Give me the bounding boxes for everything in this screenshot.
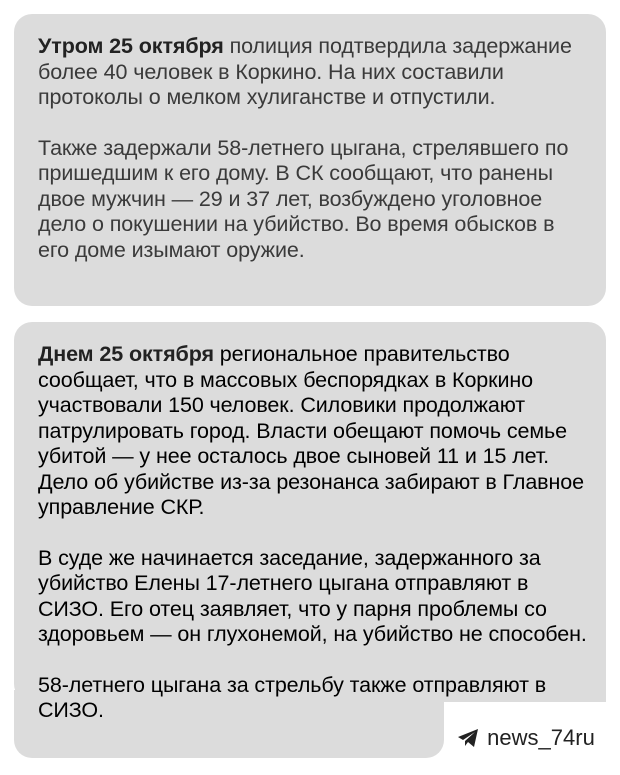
paragraph-shooter-sizo: 58-летнего цыгана за стрельбу также отправляют в СИЗО. [38, 672, 547, 722]
channel-badge[interactable] [446, 712, 606, 764]
paragraph-shooter: Также задержали 58-летнего цыгана, стрелявшего по пришедшим к его дому. В СК сообщают, что ранены двое мужчин — 29 и 37 лет, возбуждено уголовное дело о покушении на убийство. Во время обысков в его доме изымают оружие. [38, 135, 569, 262]
paragraph-morning-arrests [38, 34, 586, 111]
channel-name: news_74ru [487, 725, 595, 750]
paragraph-text: региональное правительство сообщает, что в массовых беспорядках в Коркино участвовали 150 человек. Силовики продолжают патрулировать город. Власти обещают помочь семье убитой — у нее осталось двое сыновей 11 и 15 лет. Дело об убийстве из-за резонанса забирают в Главное управление СКР. [38, 342, 584, 519]
telegram-icon [457, 728, 479, 748]
time-heading-morning: Утром 25 октября [38, 34, 224, 58]
news-card-morning [14, 14, 606, 306]
paragraph-text: полиция подтвердила задержание более 40 человек в Коркино. На них составили протоколы о мелком хулиганстве и отпустили. [38, 34, 572, 109]
news-card-day-text [38, 342, 598, 724]
paragraph-court: В суде же начинается заседание, задержанного за убийство Елены 17-летнего цыгана отправляют в СИЗО. Его отец заявляет, что у парня проблемы со здоровьем — он глухонемой, на убийство не способен. [38, 545, 587, 646]
time-heading-day: Днем 25 октября [38, 342, 214, 366]
paragraph-government [38, 342, 598, 521]
